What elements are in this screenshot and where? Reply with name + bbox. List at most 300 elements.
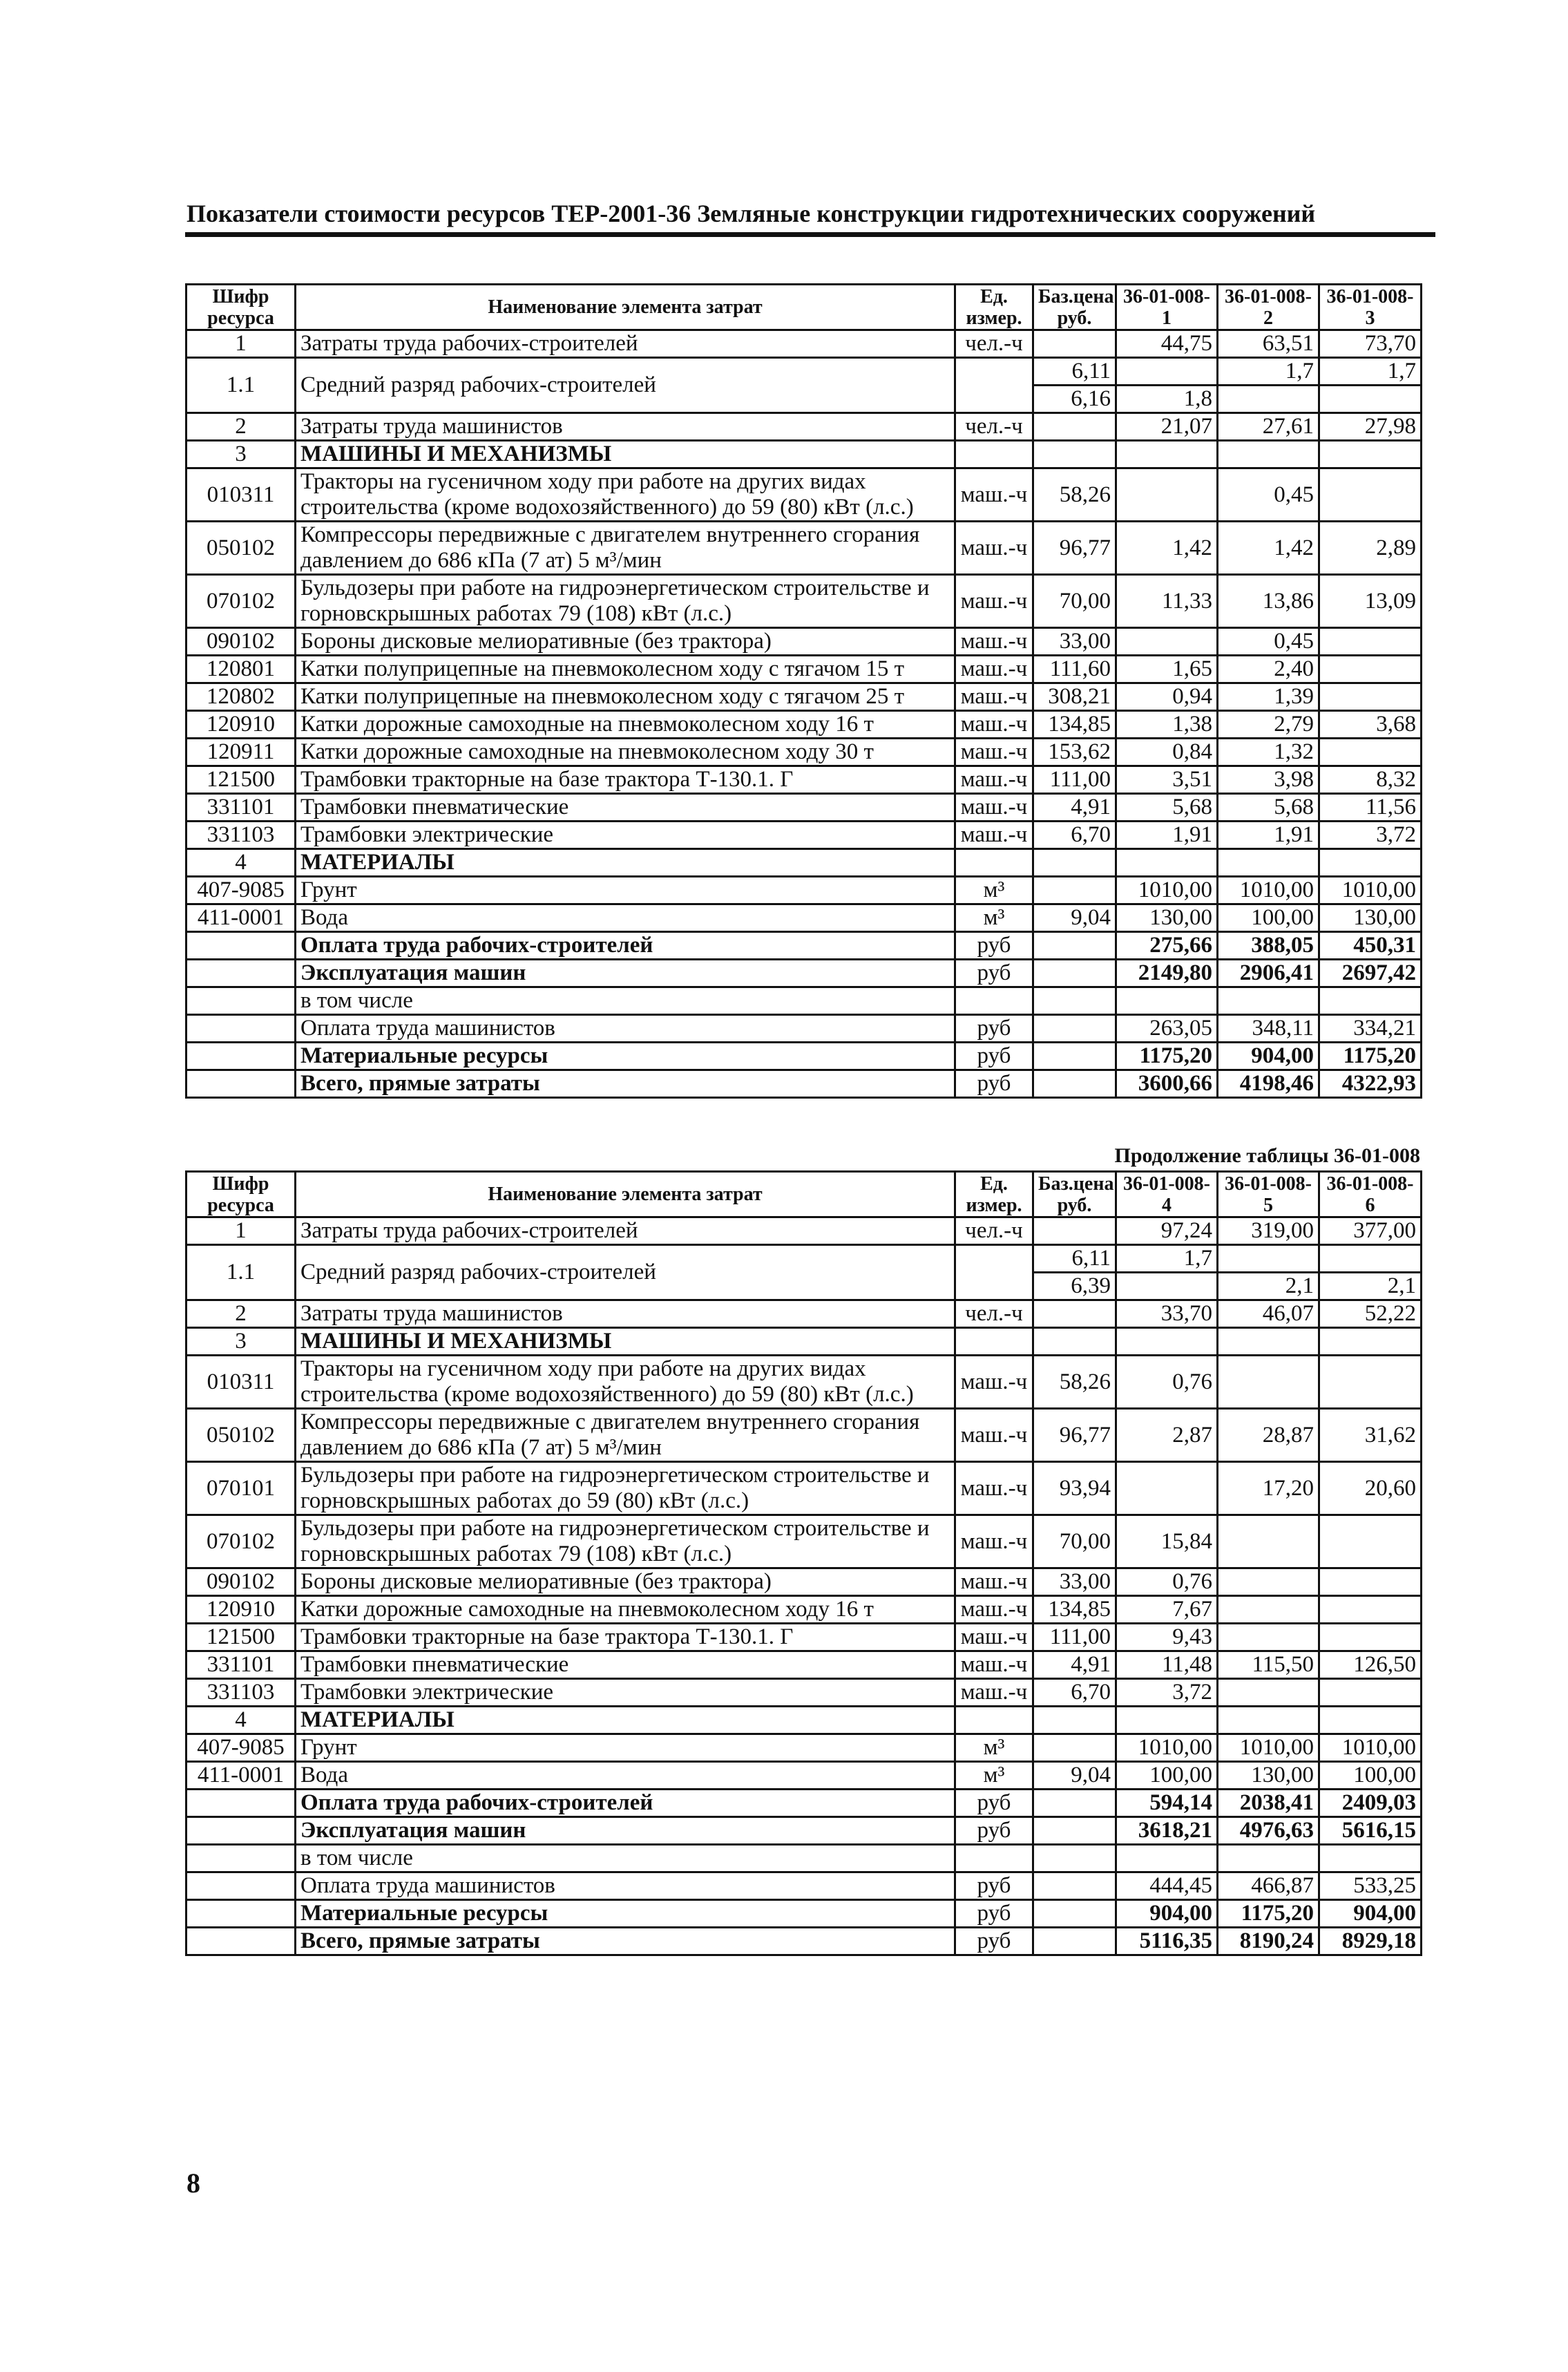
table-row (187, 575, 1422, 628)
value-col-2: 100,00 (1218, 904, 1319, 932)
header-col-3: 36-01-008-3 (1319, 285, 1422, 330)
value-col-1 (1116, 468, 1218, 522)
resource-unit: маш.-ч (955, 1651, 1033, 1679)
header-col-1: 36-01-008-4 (1116, 1172, 1218, 1217)
value-col-2: 1175,20 (1218, 1900, 1319, 1928)
resource-code: 010311 (187, 1356, 296, 1409)
header-col-3: 36-01-008-6 (1319, 1172, 1422, 1217)
value-col-2: 4976,63 (1218, 1817, 1319, 1845)
value-col-3 (1319, 1596, 1422, 1624)
base-price: 4,91 (1033, 1651, 1116, 1679)
base-price: 6,70 (1033, 1679, 1116, 1707)
resource-name: Бульдозеры при работе на гидроэнергетическом строительстве и горновскрышных работах 79 (108) кВт (л.с.) (296, 575, 955, 628)
base-price (1033, 1790, 1116, 1817)
table-row (187, 1651, 1422, 1679)
table-row (187, 1624, 1422, 1651)
section-heading: МАШИНЫ И МЕХАНИЗМЫ (296, 1328, 955, 1356)
value-col-2: 1,32 (1218, 739, 1319, 766)
value-col-2: 115,50 (1218, 1651, 1319, 1679)
value-col-2: 319,00 (1218, 1217, 1319, 1245)
base-price: 6,16 (1033, 386, 1116, 413)
value-col-3 (1319, 1245, 1422, 1273)
continuation-caption: Продолжение таблицы 36-01-008 (1114, 1144, 1420, 1167)
value-col-2: 1010,00 (1218, 1734, 1319, 1762)
value-col-2 (1218, 1328, 1319, 1356)
value-col-1 (1116, 1273, 1218, 1300)
value-col-2: 28,87 (1218, 1409, 1319, 1462)
value-col-3: 13,09 (1319, 575, 1422, 628)
base-price: 134,85 (1033, 711, 1116, 739)
resource-code: 331101 (187, 794, 296, 822)
resource-name: Трамбовки тракторные на базе трактора Т-130.1. Г (296, 766, 955, 794)
table-row (187, 711, 1422, 739)
value-col-3 (1319, 468, 1422, 522)
resource-unit: маш.-ч (955, 1515, 1033, 1568)
value-col-3 (1319, 1845, 1422, 1872)
resource-unit: руб (955, 1872, 1033, 1900)
resource-name: Оплата труда рабочих-строителей (296, 1790, 955, 1817)
resource-code: 1 (187, 330, 296, 358)
resource-code (187, 1872, 296, 1900)
resource-code: 120911 (187, 739, 296, 766)
resource-name: Грунт (296, 1734, 955, 1762)
resource-table-2 (185, 1170, 1422, 1956)
header-col-1: 36-01-008-1 (1116, 285, 1218, 330)
resource-name: в том числе (296, 987, 955, 1015)
base-price: 58,26 (1033, 1356, 1116, 1409)
value-col-1: 275,66 (1116, 932, 1218, 960)
resource-code (187, 960, 296, 987)
resource-name: Бульдозеры при работе на гидроэнергетическом строительстве и горновскрышных работах 79 (108) кВт (л.с.) (296, 1515, 955, 1568)
resource-unit: маш.-ч (955, 656, 1033, 683)
value-col-3: 2,89 (1319, 522, 1422, 575)
resource-code: 121500 (187, 1624, 296, 1651)
base-price (1033, 441, 1116, 468)
resource-name: Тракторы на гусеничном ходу при работе на других видах строительства (кроме водохозяйственного) до 59 (80) кВт (л.с.) (296, 468, 955, 522)
base-price (1033, 1928, 1116, 1955)
base-price: 33,00 (1033, 1568, 1116, 1596)
value-col-2 (1218, 1515, 1319, 1568)
resource-code: 120910 (187, 1596, 296, 1624)
resource-code: 331103 (187, 1679, 296, 1707)
table-row (187, 1679, 1422, 1707)
value-col-2: 1,91 (1218, 822, 1319, 849)
resource-code (187, 987, 296, 1015)
value-col-1: 5,68 (1116, 794, 1218, 822)
value-col-1: 1,65 (1116, 656, 1218, 683)
resource-code (187, 1928, 296, 1955)
value-col-2 (1218, 1845, 1319, 1872)
table-row (187, 1300, 1422, 1328)
resource-name: в том числе (296, 1845, 955, 1872)
table-header-row (187, 285, 1422, 330)
resource-name: Тракторы на гусеничном ходу при работе на других видах строительства (кроме водохозяйственного) до 59 (80) кВт (л.с.) (296, 1356, 955, 1409)
table-row (187, 1928, 1422, 1955)
value-col-1 (1116, 358, 1218, 386)
value-col-3 (1319, 739, 1422, 766)
resource-unit (955, 849, 1033, 877)
resource-unit: маш.-ч (955, 766, 1033, 794)
value-col-2: 3,98 (1218, 766, 1319, 794)
value-col-1 (1116, 849, 1218, 877)
resource-unit: маш.-ч (955, 1596, 1033, 1624)
header-col-2: 36-01-008-5 (1218, 1172, 1319, 1217)
value-col-2: 904,00 (1218, 1043, 1319, 1070)
value-col-2 (1218, 1245, 1319, 1273)
page-number: 8 (187, 2167, 200, 2199)
value-col-1: 21,07 (1116, 413, 1218, 441)
value-col-1: 3600,66 (1116, 1070, 1218, 1098)
base-price: 70,00 (1033, 575, 1116, 628)
resource-code: 1.1 (187, 358, 296, 413)
base-price (1033, 1872, 1116, 1900)
resource-name: Затраты труда рабочих-строителей (296, 330, 955, 358)
value-col-1: 1,7 (1116, 1245, 1218, 1273)
resource-name: Трамбовки электрические (296, 1679, 955, 1707)
resource-unit: руб (955, 960, 1033, 987)
resource-name: Затраты труда рабочих-строителей (296, 1217, 955, 1245)
value-col-1: 100,00 (1116, 1762, 1218, 1790)
value-col-1: 1,38 (1116, 711, 1218, 739)
value-col-1: 97,24 (1116, 1217, 1218, 1245)
table-row (187, 1707, 1422, 1734)
base-price (1033, 960, 1116, 987)
table-row (187, 987, 1422, 1015)
value-col-2: 17,20 (1218, 1462, 1319, 1515)
value-col-3 (1319, 628, 1422, 656)
value-col-1: 3,51 (1116, 766, 1218, 794)
resource-code: 121500 (187, 766, 296, 794)
resource-name: Компрессоры передвижные с двигателем внутреннего сгорания давлением до 686 кПа (7 ат) 5 м³/мин (296, 522, 955, 575)
value-col-1: 5116,35 (1116, 1928, 1218, 1955)
value-col-2: 348,11 (1218, 1015, 1319, 1043)
resource-name: Оплата труда рабочих-строителей (296, 932, 955, 960)
table-row (187, 877, 1422, 904)
base-price: 308,21 (1033, 683, 1116, 711)
value-col-1: 2,87 (1116, 1409, 1218, 1462)
resource-code: 090102 (187, 628, 296, 656)
resource-unit: чел.-ч (955, 1300, 1033, 1328)
value-col-1: 0,94 (1116, 683, 1218, 711)
value-col-2: 2,1 (1218, 1273, 1319, 1300)
value-col-1: 594,14 (1116, 1790, 1218, 1817)
value-col-2: 2,40 (1218, 656, 1319, 683)
resource-unit: чел.-ч (955, 413, 1033, 441)
resource-code (187, 1070, 296, 1098)
resource-unit: маш.-ч (955, 794, 1033, 822)
value-col-2 (1218, 441, 1319, 468)
value-col-3: 2409,03 (1319, 1790, 1422, 1817)
value-col-2: 130,00 (1218, 1762, 1319, 1790)
value-col-1: 11,33 (1116, 575, 1218, 628)
base-price (1033, 1300, 1116, 1328)
resource-unit (955, 1707, 1033, 1734)
resource-unit: маш.-ч (955, 1568, 1033, 1596)
table-row (187, 330, 1422, 358)
value-col-1 (1116, 987, 1218, 1015)
base-price: 9,04 (1033, 1762, 1116, 1790)
table-row (187, 766, 1422, 794)
value-col-1 (1116, 441, 1218, 468)
value-col-3: 126,50 (1319, 1651, 1422, 1679)
table-row (187, 1734, 1422, 1762)
resource-code: 331101 (187, 1651, 296, 1679)
base-price: 96,77 (1033, 1409, 1116, 1462)
value-col-2: 13,86 (1218, 575, 1319, 628)
value-col-3: 100,00 (1319, 1762, 1422, 1790)
base-price (1033, 932, 1116, 960)
table-row (187, 1015, 1422, 1043)
table-row (187, 739, 1422, 766)
base-price: 96,77 (1033, 522, 1116, 575)
resource-name: Средний разряд рабочих-строителей (296, 358, 955, 413)
value-col-3 (1319, 1356, 1422, 1409)
table-row (187, 1568, 1422, 1596)
resource-name: Затраты труда машинистов (296, 413, 955, 441)
resource-name: Материальные ресурсы (296, 1043, 955, 1070)
value-col-3 (1319, 1707, 1422, 1734)
resource-code: 2 (187, 1300, 296, 1328)
resource-unit: чел.-ч (955, 1217, 1033, 1245)
base-price (1033, 1015, 1116, 1043)
resource-unit (955, 1845, 1033, 1872)
base-price (1033, 849, 1116, 877)
value-col-2: 1,7 (1218, 358, 1319, 386)
value-col-3: 52,22 (1319, 1300, 1422, 1328)
resource-unit: руб (955, 932, 1033, 960)
resource-code: 4 (187, 849, 296, 877)
value-col-1: 15,84 (1116, 1515, 1218, 1568)
resource-name: Бульдозеры при работе на гидроэнергетическом строительстве и горновскрышных работах до 59 (80) кВт (л.с.) (296, 1462, 955, 1515)
header-price: Баз.цена руб. (1033, 1172, 1116, 1217)
value-col-3: 130,00 (1319, 904, 1422, 932)
resource-code (187, 1900, 296, 1928)
value-col-1: 1,91 (1116, 822, 1218, 849)
base-price: 33,00 (1033, 628, 1116, 656)
resource-unit: руб (955, 1928, 1033, 1955)
resource-code: 3 (187, 1328, 296, 1356)
value-col-3 (1319, 1568, 1422, 1596)
resource-name: Средний разряд рабочих-строителей (296, 1245, 955, 1300)
value-col-1: 3618,21 (1116, 1817, 1218, 1845)
value-col-3: 5616,15 (1319, 1817, 1422, 1845)
base-price (1033, 1217, 1116, 1245)
base-price (1033, 1043, 1116, 1070)
resource-unit: маш.-ч (955, 628, 1033, 656)
header-unit: Ед. измер. (955, 1172, 1033, 1217)
value-col-1: 1175,20 (1116, 1043, 1218, 1070)
resource-unit: руб (955, 1817, 1033, 1845)
value-col-1: 130,00 (1116, 904, 1218, 932)
value-col-3 (1319, 1624, 1422, 1651)
resource-unit: руб (955, 1070, 1033, 1098)
table-row (187, 1409, 1422, 1462)
base-price: 6,39 (1033, 1273, 1116, 1300)
base-price (1033, 1734, 1116, 1762)
resource-name: Катки полуприцепные на пневмоколесном ходу с тягачом 25 т (296, 683, 955, 711)
resource-unit: руб (955, 1790, 1033, 1817)
resource-code: 2 (187, 413, 296, 441)
resource-unit: м³ (955, 877, 1033, 904)
resource-name: Оплата труда машинистов (296, 1872, 955, 1900)
value-col-1: 263,05 (1116, 1015, 1218, 1043)
resource-unit: руб (955, 1043, 1033, 1070)
value-col-2: 5,68 (1218, 794, 1319, 822)
resource-unit: м³ (955, 904, 1033, 932)
value-col-3: 27,98 (1319, 413, 1422, 441)
value-col-3: 4322,93 (1319, 1070, 1422, 1098)
resource-unit: маш.-ч (955, 711, 1033, 739)
resource-code: 050102 (187, 522, 296, 575)
resource-unit: маш.-ч (955, 1409, 1033, 1462)
resource-unit: м³ (955, 1734, 1033, 1762)
table-row (187, 1515, 1422, 1568)
value-col-2 (1218, 1356, 1319, 1409)
base-price: 6,11 (1033, 358, 1116, 386)
table-row (187, 822, 1422, 849)
value-col-1: 0,76 (1116, 1568, 1218, 1596)
resource-code: 4 (187, 1707, 296, 1734)
value-col-2: 1,42 (1218, 522, 1319, 575)
value-col-3: 3,72 (1319, 822, 1422, 849)
resource-name: Бороны дисковые мелиоративные (без трактора) (296, 628, 955, 656)
value-col-1: 1010,00 (1116, 1734, 1218, 1762)
value-col-2: 4198,46 (1218, 1070, 1319, 1098)
resource-code: 1 (187, 1217, 296, 1245)
base-price (1033, 330, 1116, 358)
value-col-1 (1116, 1462, 1218, 1515)
value-col-3: 533,25 (1319, 1872, 1422, 1900)
resource-code: 331103 (187, 822, 296, 849)
value-col-3: 8929,18 (1319, 1928, 1422, 1955)
resource-code: 090102 (187, 1568, 296, 1596)
resource-code: 407-9085 (187, 877, 296, 904)
value-col-1 (1116, 1707, 1218, 1734)
table-header-row (187, 1172, 1422, 1217)
value-col-2: 46,07 (1218, 1300, 1319, 1328)
header-code: Шифр ресурса (187, 1172, 296, 1217)
value-col-2 (1218, 987, 1319, 1015)
resource-name: Вода (296, 904, 955, 932)
value-col-3: 1010,00 (1319, 877, 1422, 904)
resource-code: 070102 (187, 575, 296, 628)
base-price (1033, 1900, 1116, 1928)
resource-code: 1.1 (187, 1245, 296, 1300)
resource-unit: маш.-ч (955, 1624, 1033, 1651)
value-col-1 (1116, 628, 1218, 656)
table-row (187, 960, 1422, 987)
value-col-2: 8190,24 (1218, 1928, 1319, 1955)
resource-code: 050102 (187, 1409, 296, 1462)
base-price (1033, 1328, 1116, 1356)
resource-name: Материальные ресурсы (296, 1900, 955, 1928)
table-row (187, 1245, 1422, 1273)
value-col-3 (1319, 441, 1422, 468)
resource-name: Оплата труда машинистов (296, 1015, 955, 1043)
resource-name: Всего, прямые затраты (296, 1070, 955, 1098)
resource-code (187, 932, 296, 960)
resource-unit: маш.-ч (955, 1679, 1033, 1707)
resource-name: Катки полуприцепные на пневмоколесном ходу с тягачом 15 т (296, 656, 955, 683)
resource-name: Трамбовки тракторные на базе трактора Т-130.1. Г (296, 1624, 955, 1651)
value-col-1: 1010,00 (1116, 877, 1218, 904)
resource-name: Затраты труда машинистов (296, 1300, 955, 1328)
base-price: 9,04 (1033, 904, 1116, 932)
base-price: 6,11 (1033, 1245, 1116, 1273)
section-heading: МАШИНЫ И МЕХАНИЗМЫ (296, 441, 955, 468)
resource-code (187, 1015, 296, 1043)
value-col-2 (1218, 1596, 1319, 1624)
resource-name: Катки дорожные самоходные на пневмоколесном ходу 16 т (296, 1596, 955, 1624)
table-row (187, 1070, 1422, 1098)
resource-code: 407-9085 (187, 1734, 296, 1762)
value-col-1: 444,45 (1116, 1872, 1218, 1900)
value-col-1 (1116, 1845, 1218, 1872)
header-name: Наименование элемента затрат (296, 285, 955, 330)
value-col-1: 0,76 (1116, 1356, 1218, 1409)
table-row (187, 1043, 1422, 1070)
base-price (1033, 1070, 1116, 1098)
table-row (187, 1762, 1422, 1790)
value-col-3: 377,00 (1319, 1217, 1422, 1245)
value-col-2: 0,45 (1218, 628, 1319, 656)
page-header: Показатели стоимости ресурсов ТЕР-2001-36 Земляные конструкции гидротехнических сооружений (187, 200, 1316, 227)
resource-code (187, 1845, 296, 1872)
value-col-3: 2697,42 (1319, 960, 1422, 987)
header-col-2: 36-01-008-2 (1218, 285, 1319, 330)
value-col-2 (1218, 1679, 1319, 1707)
resource-name: Эксплуатация машин (296, 960, 955, 987)
base-price: 93,94 (1033, 1462, 1116, 1515)
value-col-2 (1218, 1707, 1319, 1734)
resource-name: Эксплуатация машин (296, 1817, 955, 1845)
resource-code (187, 1817, 296, 1845)
value-col-1: 1,8 (1116, 386, 1218, 413)
value-col-3: 2,1 (1319, 1273, 1422, 1300)
value-col-2: 388,05 (1218, 932, 1319, 960)
value-col-2: 1,39 (1218, 683, 1319, 711)
value-col-3: 1175,20 (1319, 1043, 1422, 1070)
base-price: 111,00 (1033, 1624, 1116, 1651)
header-code: Шифр ресурса (187, 285, 296, 330)
value-col-3 (1319, 1515, 1422, 1568)
value-col-3: 1010,00 (1319, 1734, 1422, 1762)
value-col-3: 3,68 (1319, 711, 1422, 739)
value-col-2: 0,45 (1218, 468, 1319, 522)
base-price: 6,70 (1033, 822, 1116, 849)
base-price (1033, 413, 1116, 441)
value-col-3 (1319, 683, 1422, 711)
value-col-1: 0,84 (1116, 739, 1218, 766)
table-row (187, 522, 1422, 575)
value-col-3 (1319, 1328, 1422, 1356)
value-col-3: 73,70 (1319, 330, 1422, 358)
resource-unit: м³ (955, 1762, 1033, 1790)
resource-unit: чел.-ч (955, 330, 1033, 358)
table-row (187, 413, 1422, 441)
value-col-1: 7,67 (1116, 1596, 1218, 1624)
table-row (187, 1900, 1422, 1928)
value-col-2: 63,51 (1218, 330, 1319, 358)
resource-unit: маш.-ч (955, 522, 1033, 575)
base-price: 153,62 (1033, 739, 1116, 766)
resource-code: 010311 (187, 468, 296, 522)
table-row (187, 1790, 1422, 1817)
value-col-1: 904,00 (1116, 1900, 1218, 1928)
value-col-3 (1319, 656, 1422, 683)
value-col-2 (1218, 849, 1319, 877)
table-row (187, 1328, 1422, 1356)
